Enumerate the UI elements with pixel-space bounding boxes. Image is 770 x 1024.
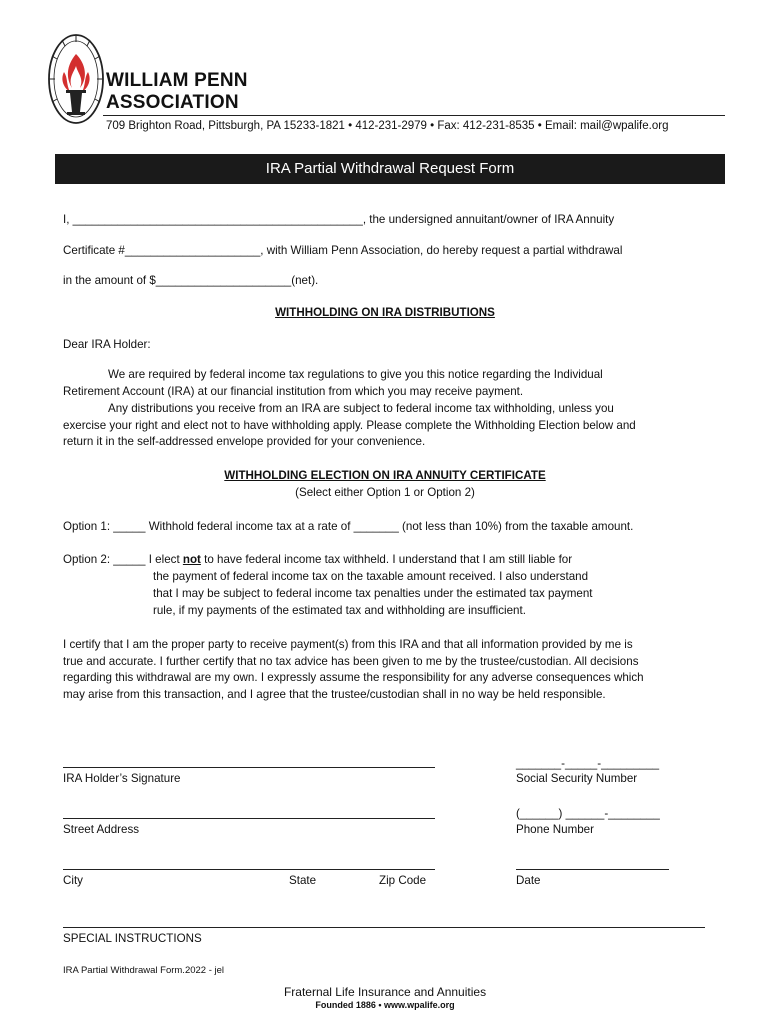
salutation: Dear IRA Holder: (63, 338, 151, 351)
org-name-line1: WILLIAM PENN (106, 70, 248, 91)
date-label: Date (516, 874, 541, 887)
election-subheading: (Select either Option 1 or Option 2) (295, 486, 475, 499)
state-label: State (289, 874, 317, 887)
ssn-label: Social Security Number (516, 772, 638, 785)
option-2[interactable] (63, 552, 572, 569)
option-2-post: to have federal income tax withheld. I understand that I am still liable for (200, 553, 573, 566)
special-instructions-label: SPECIAL INSTRUCTIONS (63, 932, 202, 945)
zip-label: Zip Code (379, 874, 427, 887)
intro-line-1[interactable]: I, _____________________________________________, the undersigned annuitant/owner of IRA Annuity (63, 213, 615, 226)
option-2-not: not (182, 553, 201, 566)
header-divider (103, 115, 725, 116)
signature-line[interactable] (63, 767, 435, 768)
option-2-line2: the payment of federal income tax on the taxable amount received. I also understand (153, 570, 589, 583)
notice-p2-line1: Any distributions you receive from an IRA are subject to federal income tax withholding, unless you (108, 402, 614, 415)
ssn-field[interactable]: _______-_____-_________ (516, 757, 660, 770)
notice-p2-line2: exercise your right and elect not to have withholding apply. Please complete the Withholding Election below and (63, 419, 636, 432)
street-address-label: Street Address (63, 823, 140, 836)
org-name-line2: ASSOCIATION (106, 92, 239, 113)
org-address: 709 Brighton Road, Pittsburgh, PA 15233-1821 • 412-231-2979 • Fax: 412-231-8535 • Email: mail@wpalife.org (106, 120, 669, 132)
form-title: IRA Partial Withdrawal Request Form (55, 154, 725, 184)
date-line[interactable] (516, 869, 669, 870)
withholding-heading: WITHHOLDING ON IRA DISTRIBUTIONS (275, 306, 495, 319)
phone-field[interactable]: (______) ______-________ (516, 807, 660, 820)
option-2-pre: Option 2: _____ I elect (63, 553, 183, 566)
certification-line1: I certify that I am the proper party to receive payment(s) from this IRA and that all information provided by me is (63, 638, 633, 651)
option-1[interactable]: Option 1: _____ Withhold federal income tax at a rate of _______ (not less than 10%) from the taxable amount. (63, 520, 634, 533)
certification-line2: true and accurate. I further certify that no tax advice has been given to me by the trustee/custodian. All decisions (63, 655, 639, 668)
phone-label: Phone Number (516, 823, 594, 836)
certification-line3: regarding this withdrawal are my own. I expressly assume the responsibility for any adverse consequences which (63, 671, 644, 684)
form-code: IRA Partial Withdrawal Form.2022 - jel (63, 965, 225, 976)
city-label: City (63, 874, 83, 887)
city-state-zip-line[interactable] (63, 869, 435, 870)
signature-label: IRA Holder’s Signature (63, 772, 181, 785)
association-logo (46, 32, 106, 126)
option-2-line3: that I may be subject to federal income tax penalties under the estimated tax payment (153, 587, 593, 600)
intro-line-2[interactable]: Certificate #_____________________, with William Penn Association, do hereby request a partial withdrawal (63, 244, 623, 257)
notice-p1-line1: We are required by federal income tax regulations to give you this notice regarding the Individual (108, 368, 603, 381)
special-instructions-line[interactable] (63, 927, 705, 928)
intro-line-3[interactable]: in the amount of $_____________________(net). (63, 274, 319, 287)
election-heading: WITHHOLDING ELECTION ON IRA ANNUITY CERTIFICATE (224, 469, 546, 482)
option-2-line4: rule, if my payments of the estimated tax and withholding are insufficient. (153, 604, 526, 617)
footer-founded: Founded 1886 • www.wpalife.org (315, 1000, 455, 1010)
footer-tagline: Fraternal Life Insurance and Annuities (283, 985, 487, 999)
notice-p1-line2: Retirement Account (IRA) at our financial institution from which you may receive payment. (63, 385, 524, 398)
certification-line4: may arise from this transaction, and I agree that the trustee/custodian shall in no way be held responsible. (63, 688, 606, 701)
street-address-line[interactable] (63, 818, 435, 819)
notice-p2-line3: return it in the self-addressed envelope provided for your convenience. (63, 435, 426, 448)
